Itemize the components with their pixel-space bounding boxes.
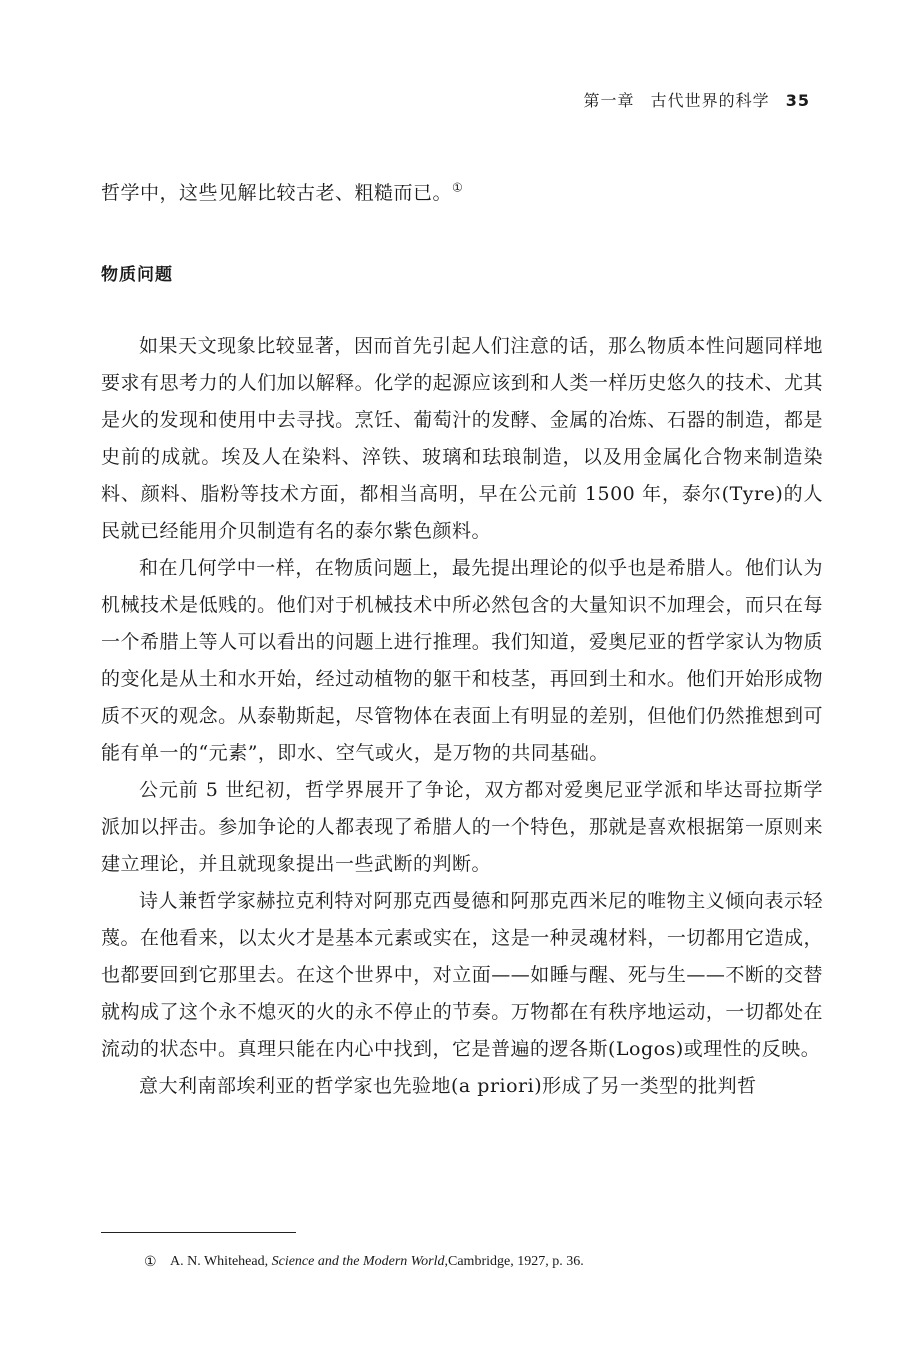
footnote-publication: ,Cambridge, 1927, p. 36. bbox=[444, 1254, 584, 1269]
chapter-title: 古代世界的科学 bbox=[650, 91, 770, 110]
footnote-divider bbox=[101, 1232, 296, 1233]
section-title: 物质问题 bbox=[101, 265, 173, 285]
footnote bbox=[146, 1254, 584, 1270]
page-number: 35 bbox=[785, 91, 810, 110]
paragraph: 和在几何学中一样，在物质问题上，最先提出理论的似乎也是希腊人。他们认为机械技术是低贱的。他们对于机械技术中所必然包含的大量知识不加理会，而只在每一个希腊上等人可以看出的问题上进行推理。我们知道，爱奥尼亚的哲学家认为物质的变化是从土和水开始，经过动植物的躯干和枝茎，再回到土和水。他们开始形成物质不灭的观念。从泰勒斯起，尽管物体在表面上有明显的差别，但他们仍然推想到可能有单一的“元素”，即水、空气或火，是万物的共同基础。 bbox=[101, 557, 823, 764]
footnote-reference: ① bbox=[452, 180, 464, 195]
footnote-book-title: Science and the Modern World bbox=[271, 1254, 445, 1269]
continuation-text: 哲学中，这些见解比较古老、粗糙而已。 bbox=[101, 182, 453, 204]
body-paragraphs bbox=[101, 328, 823, 1105]
continuation-line bbox=[101, 178, 823, 205]
paragraph: 意大利南部埃利亚的哲学家也先验地(a priori)形成了另一类型的批判哲 bbox=[139, 1075, 757, 1097]
paragraph: 如果天文现象比较显著，因而首先引起人们注意的话，那么物质本性问题同样地要求有思考力的人们加以解释。化学的起源应该到和人类一样历史悠久的技术、尤其是火的发现和使用中去寻找。烹饪、葡萄汁的发酵、金属的冶炼、石器的制造，都是史前的成就。埃及人在染料、淬铁、玻璃和珐琅制造，以及用金属化合物来制造染料、颜料、脂粉等技术方面，都相当高明，早在公元前 1500 年，泰尔(Tyre)的人民就已经能用介贝制造有名的泰尔紫色颜料。 bbox=[101, 335, 823, 542]
chapter-number: 第一章 bbox=[583, 91, 635, 110]
paragraph: 诗人兼哲学家赫拉克利特对阿那克西曼德和阿那克西米尼的唯物主义倾向表示轻蔑。在他看来，以太火才是基本元素或实在，这是一种灵魂材料，一切都用它造成，也都要回到它那里去。在这个世界中，对立面——如睡与醒、死与生——不断的交替就构成了这个永不熄灭的火的永不停止的节奏。万物都在有秩序地运动，一切都处在流动的状态中。真理只能在内心中找到，它是普遍的逻各斯(Logos)或理性的反映。 bbox=[101, 890, 823, 1060]
paragraph: 公元前 5 世纪初，哲学界展开了争论，双方都对爱奥尼亚学派和毕达哥拉斯学派加以抨击。参加争论的人都表现了希腊人的一个特色，那就是喜欢根据第一原则来建立理论，并且就现象提出一些武断的判断。 bbox=[101, 779, 823, 875]
footnote-marker: ① bbox=[144, 1255, 157, 1270]
footnote-author: A. N. Whitehead, bbox=[170, 1254, 269, 1269]
running-header bbox=[584, 88, 810, 111]
